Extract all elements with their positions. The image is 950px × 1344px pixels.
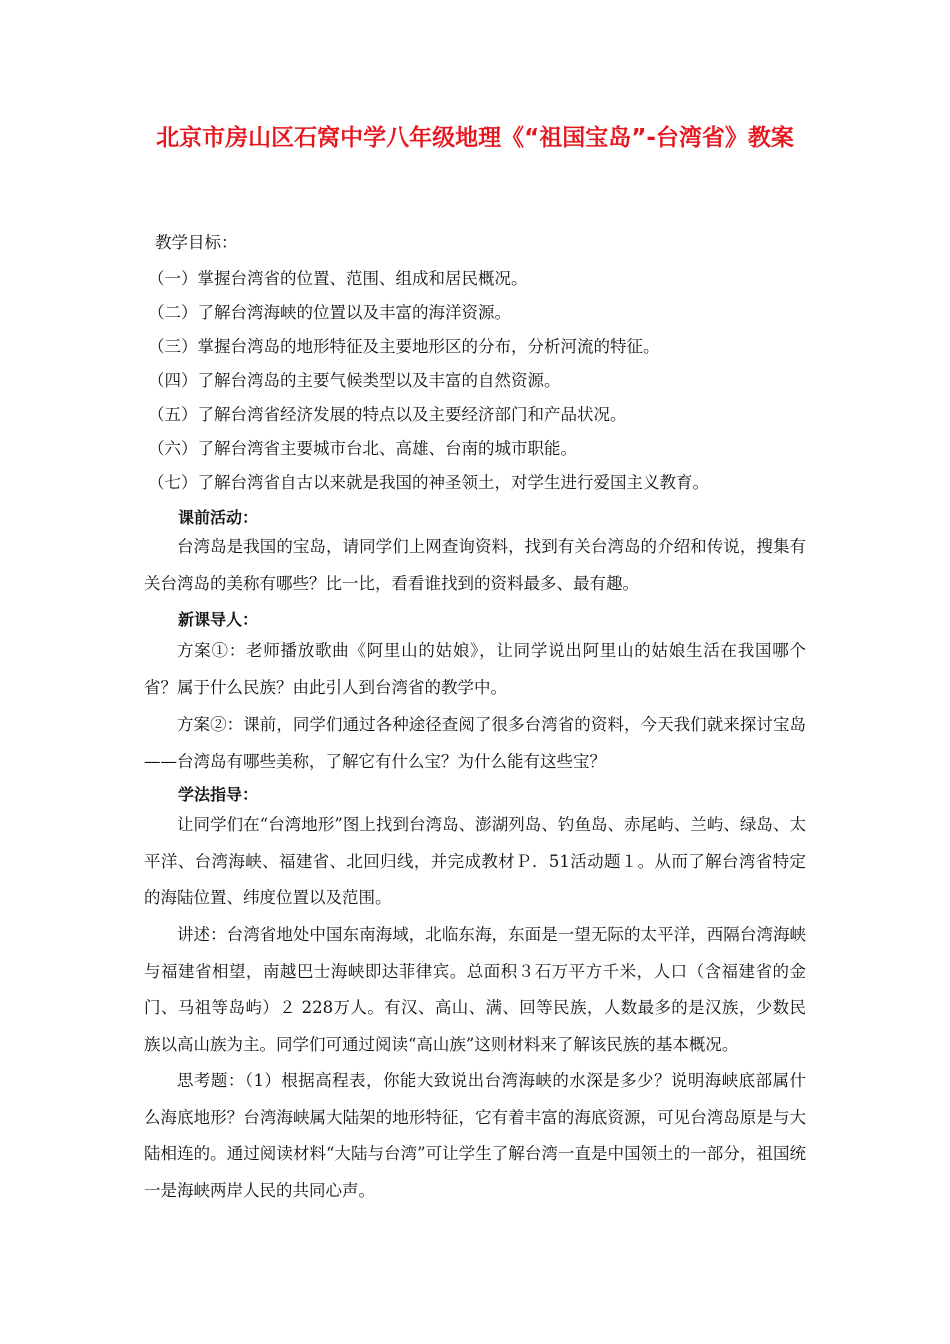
intro-heading: 新课导人： [178, 610, 259, 629]
goal-item: （四）了解台湾岛的主要气候类型以及丰富的自然资源。 [148, 371, 561, 390]
goals-heading: 教学目标： [155, 233, 238, 252]
goal-item: （七）了解台湾省自古以来就是我国的神圣领土，对学生进行爱国主义教育。 [148, 473, 709, 492]
goal-item: （五）了解台湾省经济发展的特点以及主要经济部门和产品状况。 [148, 405, 627, 424]
plan-one-paragraph: 方案①：老师播放歌曲《阿里山的姑娘》，让同学说出阿里山的姑娘生活在我国哪个省？属于什么民族？由此引人到台湾省的教学中。 [144, 641, 806, 697]
method-paragraph: 让同学们在“台湾地形”图上找到台湾岛、澎湖列岛、钓鱼岛、赤尾屿、兰屿、绿岛、太平洋、台湾海峡、福建省、北回归线，并完成教材Ｐ．51活动题１。从而了解台湾省特定的海陆位置、纬度位置以及范围。 [144, 815, 806, 907]
document-title: 北京市房山区石窝中学八年级地理《“祖国宝岛”-台湾省》教案 [156, 125, 794, 151]
goal-item: （二）了解台湾海峡的位置以及丰富的海洋资源。 [148, 303, 511, 322]
pre-class-heading: 课前活动： [178, 508, 259, 527]
method-heading: 学法指导： [178, 785, 259, 804]
goal-item: （一）掌握台湾省的位置、范围、组成和居民概况。 [148, 269, 528, 288]
lecture-paragraph: 讲述：台湾省地处中国东南海域，北临东海，东面是一望无际的太平洋，西隔台湾海峡与福建省相望，南越巴士海峡即达菲律宾。总面积３石万平方千米，人口（含福建省的金门、马祖等岛屿）２ 228万人。有汉、高山、满、回等民族，人数最多的是汉族，少数民族以高山族为主。同学们可通过阅读“高山族”这则材料来了解该民族的基本概况。 [144, 925, 806, 1054]
question-paragraph: 思考题：（1）根据高程表，你能大致说出台湾海峡的水深是多少？说明海峡底部属什么海底地形？台湾海峡属大陆架的地形特征，它有着丰富的海底资源，可见台湾岛原是与大陆相连的。通过阅读材料“大陆与台湾”可让学生了解台湾一直是中国领土的一部分，祖国统一是海峡两岸人民的共同心声。 [144, 1071, 806, 1200]
goal-item: （三）掌握台湾岛的地形特征及主要地形区的分布，分析河流的特征。 [148, 337, 660, 356]
pre-class-paragraph: 台湾岛是我国的宝岛，请同学们上网查询资料，找到有关台湾岛的介绍和传说，搜集有关台湾岛的美称有哪些？比一比，看看谁找到的资料最多、最有趣。 [144, 537, 806, 593]
goal-item: （六）了解台湾省主要城市台北、高雄、台南的城市职能。 [148, 439, 577, 458]
plan-two-paragraph: 方案②：课前，同学们通过各种途径查阅了很多台湾省的资料，今天我们就来探讨宝岛——台湾岛有哪些美称，了解它有什么宝？为什么能有这些宝？ [144, 715, 806, 771]
